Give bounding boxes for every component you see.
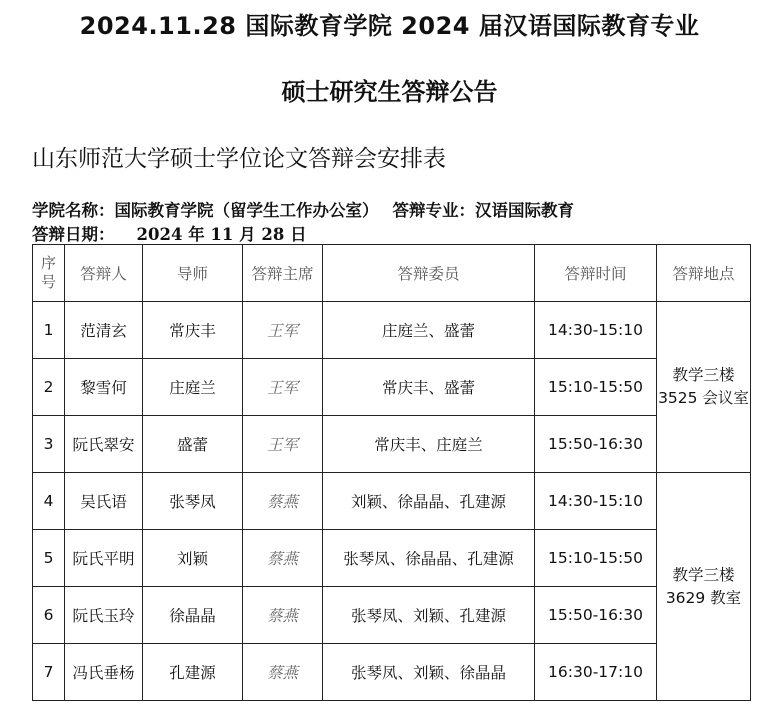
cell-location: 教学三楼 3525 会议室 bbox=[657, 302, 751, 473]
cell-student: 范清玄 bbox=[65, 302, 143, 359]
cell-time: 14:30-15:10 bbox=[535, 302, 657, 359]
date-value: 2024 年 11 月 28 日 bbox=[136, 225, 307, 244]
cell-seq: 3 bbox=[33, 416, 65, 473]
cell-student: 阮氏玉玲 bbox=[65, 587, 143, 644]
cell-chair: 蔡燕 bbox=[243, 587, 323, 644]
cell-chair: 蔡燕 bbox=[243, 530, 323, 587]
cell-student: 吴氏语 bbox=[65, 473, 143, 530]
schedule-subtitle: 山东师范大学硕士学位论文答辩会安排表 bbox=[32, 146, 446, 172]
cell-committee: 张琴凤、刘颖、徐晶晶 bbox=[323, 644, 535, 701]
cell-advisor: 孔建源 bbox=[143, 644, 243, 701]
cell-committee: 刘颖、徐晶晶、孔建源 bbox=[323, 473, 535, 530]
table-row bbox=[33, 416, 751, 473]
college-major-line bbox=[32, 197, 574, 221]
cell-time: 15:10-15:50 bbox=[535, 530, 657, 587]
cell-location: 教学三楼 3629 教室 bbox=[657, 473, 751, 701]
cell-seq: 6 bbox=[33, 587, 65, 644]
header-location: 答辩地点 bbox=[657, 245, 751, 302]
cell-chair: 王军 bbox=[243, 359, 323, 416]
table-row bbox=[33, 359, 751, 416]
cell-committee: 常庆丰、盛蕾 bbox=[323, 359, 535, 416]
major-label: 答辩专业：汉语国际教育 bbox=[392, 201, 574, 220]
date-label: 答辩日期： bbox=[32, 225, 115, 244]
cell-time: 14:30-15:10 bbox=[535, 473, 657, 530]
cell-committee: 常庆丰、庄庭兰 bbox=[323, 416, 535, 473]
table-row bbox=[33, 644, 751, 701]
cell-chair: 蔡燕 bbox=[243, 473, 323, 530]
cell-committee: 庄庭兰、盛蕾 bbox=[323, 302, 535, 359]
cell-advisor: 刘颖 bbox=[143, 530, 243, 587]
cell-committee: 张琴凤、刘颖、孔建源 bbox=[323, 587, 535, 644]
cell-time: 15:10-15:50 bbox=[535, 359, 657, 416]
defense-schedule-table bbox=[32, 244, 751, 701]
cell-chair: 蔡燕 bbox=[243, 644, 323, 701]
defense-date-line bbox=[32, 221, 307, 245]
cell-student: 冯氏垂杨 bbox=[65, 644, 143, 701]
table-row bbox=[33, 302, 751, 359]
table-header-row bbox=[33, 245, 751, 302]
header-seq: 序 号 bbox=[33, 245, 65, 302]
college-label: 学院名称：国际教育学院（留学生工作办公室） bbox=[32, 201, 379, 220]
cell-advisor: 张琴凤 bbox=[143, 473, 243, 530]
cell-student: 黎雪何 bbox=[65, 359, 143, 416]
cell-seq: 7 bbox=[33, 644, 65, 701]
announcement-title-line2: 硕士研究生答辩公告 bbox=[281, 78, 498, 106]
cell-advisor: 常庆丰 bbox=[143, 302, 243, 359]
cell-seq: 4 bbox=[33, 473, 65, 530]
cell-seq: 2 bbox=[33, 359, 65, 416]
cell-seq: 5 bbox=[33, 530, 65, 587]
table-row bbox=[33, 530, 751, 587]
header-student: 答辩人 bbox=[65, 245, 143, 302]
table-row bbox=[33, 473, 751, 530]
cell-chair: 王军 bbox=[243, 416, 323, 473]
header-committee: 答辩委员 bbox=[323, 245, 535, 302]
cell-seq: 1 bbox=[33, 302, 65, 359]
cell-time: 15:50-16:30 bbox=[535, 587, 657, 644]
header-advisor: 导师 bbox=[143, 245, 243, 302]
header-chair: 答辩主席 bbox=[243, 245, 323, 302]
cell-advisor: 盛蕾 bbox=[143, 416, 243, 473]
cell-time: 16:30-17:10 bbox=[535, 644, 657, 701]
cell-advisor: 庄庭兰 bbox=[143, 359, 243, 416]
cell-student: 阮氏翠安 bbox=[65, 416, 143, 473]
cell-student: 阮氏平明 bbox=[65, 530, 143, 587]
cell-chair: 王军 bbox=[243, 302, 323, 359]
cell-time: 15:50-16:30 bbox=[535, 416, 657, 473]
cell-committee: 张琴凤、徐晶晶、孔建源 bbox=[323, 530, 535, 587]
cell-advisor: 徐晶晶 bbox=[143, 587, 243, 644]
header-time: 答辩时间 bbox=[535, 245, 657, 302]
table-row bbox=[33, 587, 751, 644]
announcement-title-line1: 2024.11.28 国际教育学院 2024 届汉语国际教育专业 bbox=[79, 12, 700, 40]
